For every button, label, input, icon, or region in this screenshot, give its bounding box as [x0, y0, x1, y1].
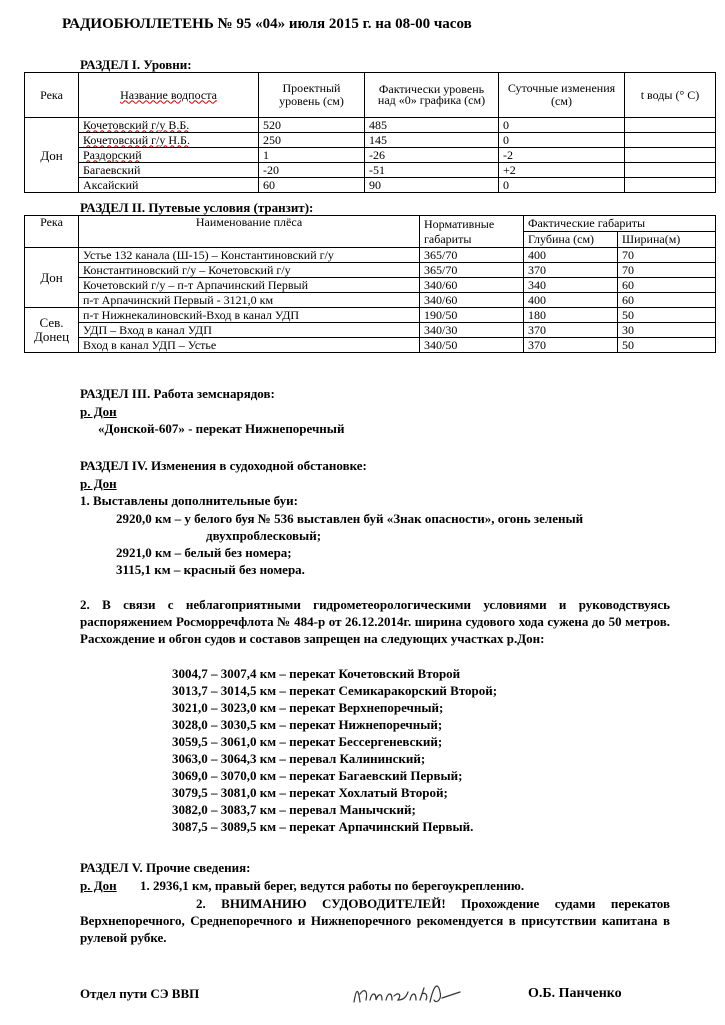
- restricted-stretch: 3079,5 – 3081,0 км – перекат Хохлатый Второй;: [172, 785, 448, 800]
- norm-cell: 340/50: [420, 338, 524, 353]
- section4-river: р. Дон: [80, 476, 117, 491]
- col-header-actual-dimensions: Фактические габариты: [524, 216, 716, 232]
- actual-cell: 485: [365, 118, 499, 133]
- section5-item2: 2. ВНИМАНИЮ СУДОВОДИТЕЛЕЙ! Прохождение судами перекатов Верхнепоречного, Среднепоречного и Нижнепоречного рекомендуется в присутствии капитана в рулевой рубке.: [80, 896, 670, 945]
- actual-cell: -51: [365, 163, 499, 178]
- table-row: [25, 248, 716, 263]
- design-cell: 250: [259, 133, 365, 148]
- change-cell: -2: [499, 148, 625, 163]
- depth-cell: 370: [524, 323, 618, 338]
- width-cell: 60: [618, 278, 716, 293]
- stretch-cell: п-т Нижнекалиновский-Вход в канал УДП: [79, 308, 420, 323]
- temp-cell: [625, 148, 716, 163]
- col-header-width: Ширина(м): [618, 232, 716, 248]
- depth-cell: 400: [524, 248, 618, 263]
- stretch-cell: Кочетовский г/у – п-т Арпачинский Первый: [79, 278, 420, 293]
- table-row: [25, 133, 716, 148]
- width-cell: 50: [618, 338, 716, 353]
- post-cell: Кочетовский г/у В.Б.: [79, 118, 259, 133]
- table-row: [25, 163, 716, 178]
- width-cell: 50: [618, 308, 716, 323]
- depth-cell: 400: [524, 293, 618, 308]
- table-row: [25, 118, 716, 133]
- width-cell: 30: [618, 323, 716, 338]
- col-header-normative: Нормативные габариты: [420, 216, 524, 248]
- width-cell: 60: [618, 293, 716, 308]
- restricted-stretch: 3087,5 – 3089,5 км – перекат Арпачинский Первый.: [172, 819, 474, 834]
- signatory-name: О.Б. Панченко: [528, 986, 622, 1001]
- norm-cell: 340/60: [420, 278, 524, 293]
- depth-cell: 370: [524, 338, 618, 353]
- buoy-line: 2920,0 км – у белого буя № 536 выставлен буй «Знак опасности», огонь зеленый: [116, 511, 584, 526]
- design-cell: -20: [259, 163, 365, 178]
- section4-item2-text: 2. В связи с неблагоприятными гидрометеорологическими условиями и руководствуясь распоряжением Росморречфлота № 484-р от 26.12.2014г. ширина судового хода сужена до 50 метров. Расхождение и обгон судов и составов запрещен на следующих участках р.Дон:: [80, 597, 670, 646]
- section3-dredger: «Донской-607» - перекат Нижнепоречный: [98, 421, 345, 436]
- transit-table: [24, 215, 716, 353]
- section2-heading: РАЗДЕЛ II. Путевые условия (транзит):: [80, 200, 314, 215]
- section3-heading: РАЗДЕЛ III. Работа земснарядов:: [80, 386, 275, 401]
- restricted-stretch: 3063,0 – 3064,3 км – перевал Калининский;: [172, 751, 426, 766]
- width-cell: 70: [618, 263, 716, 278]
- col-header-river: Река: [25, 216, 79, 248]
- temp-cell: [625, 178, 716, 193]
- section5-item1: 1. 2936,1 км, правый берег, ведутся работы по берегоукреплению.: [140, 878, 525, 893]
- restricted-stretch: 3028,0 – 3030,5 км – перекат Нижнепоречный;: [172, 717, 443, 732]
- table-row: [25, 278, 716, 293]
- restricted-stretch: 3059,5 – 3061,0 км – перекат Бессергеневский;: [172, 734, 443, 749]
- table-row: [25, 148, 716, 163]
- norm-cell: 365/70: [420, 248, 524, 263]
- change-cell: +2: [499, 163, 625, 178]
- river-cell: Дон: [25, 248, 79, 308]
- table-row: [25, 323, 716, 338]
- col-header-stretch: Наименование плёса: [79, 216, 420, 248]
- post-cell: Кочетовский г/у Н.Б.: [79, 133, 259, 148]
- post-cell: Аксайский: [79, 178, 259, 193]
- table-row: [25, 263, 716, 278]
- change-cell: 0: [499, 133, 625, 148]
- change-cell: 0: [499, 178, 625, 193]
- post-cell: Багаевский: [79, 163, 259, 178]
- actual-cell: 90: [365, 178, 499, 193]
- department-label: Отдел пути СЭ ВВП: [80, 986, 200, 1001]
- table-row: [25, 293, 716, 308]
- design-cell: 60: [259, 178, 365, 193]
- norm-cell: 190/50: [420, 308, 524, 323]
- post-cell: Раздорский: [79, 148, 259, 163]
- design-cell: 1: [259, 148, 365, 163]
- col-header-post: Название водпоста: [79, 73, 259, 118]
- col-header-design-level: Проектный уровень (см): [259, 73, 365, 118]
- restricted-stretch: 3069,0 – 3070,0 км – перекат Багаевский Первый;: [172, 768, 463, 783]
- river-cell: Сев. Донец: [25, 308, 79, 353]
- buoy-line: 3115,1 км – красный без номера.: [116, 562, 305, 577]
- design-cell: 520: [259, 118, 365, 133]
- section5-river: р. Дон: [80, 878, 117, 893]
- stretch-cell: Вход в канал УДП – Устье: [79, 338, 420, 353]
- restricted-stretch: 3013,7 – 3014,5 км – перекат Семикаракорский Второй;: [172, 683, 498, 698]
- restricted-stretch: 3082,0 – 3083,7 км – перевал Манычский;: [172, 802, 416, 817]
- col-header-daily-change: Суточные изменения (см): [499, 73, 625, 118]
- stretch-cell: п-т Арпачинский Первый - 3121,0 км: [79, 293, 420, 308]
- stretch-cell: УДП – Вход в канал УДП: [79, 323, 420, 338]
- temp-cell: [625, 118, 716, 133]
- section4-item1-title: 1. Выставлены дополнительные буи:: [80, 493, 298, 508]
- norm-cell: 365/70: [420, 263, 524, 278]
- table-row: [25, 178, 716, 193]
- col-header-actual-level: Фактически уровень над «0» графика (см): [365, 73, 499, 118]
- section4-heading: РАЗДЕЛ IV. Изменения в судоходной обстановке:: [80, 458, 367, 473]
- norm-cell: 340/60: [420, 293, 524, 308]
- col-header-depth: Глубина (см): [524, 232, 618, 248]
- col-header-water-temp: t воды (° С): [625, 73, 716, 118]
- norm-cell: 340/30: [420, 323, 524, 338]
- bulletin-title: РАДИОБЮЛЛЕТЕНЬ № 95 «04» июля 2015 г. на 08-00 часов: [62, 16, 472, 32]
- restricted-stretch: 3021,0 – 3023,0 км – перекат Верхнепоречный;: [172, 700, 444, 715]
- section1-heading: РАЗДЕЛ I. Уровни:: [80, 57, 192, 72]
- table-row: [25, 338, 716, 353]
- section5-heading: РАЗДЕЛ V. Прочие сведения:: [80, 860, 251, 875]
- buoy-line: двухпроблесковый;: [206, 528, 322, 543]
- section3-river: р. Дон: [80, 404, 117, 419]
- width-cell: 70: [618, 248, 716, 263]
- levels-table: [24, 72, 716, 193]
- stretch-cell: Устье 132 канала (Ш-15) – Константиновский г/у: [79, 248, 420, 263]
- col-header-river: Река: [25, 73, 79, 118]
- actual-cell: 145: [365, 133, 499, 148]
- buoy-line: 2921,0 км – белый без номера;: [116, 545, 292, 560]
- signature-scribble: [350, 978, 465, 1008]
- actual-cell: -26: [365, 148, 499, 163]
- change-cell: 0: [499, 118, 625, 133]
- stretch-cell: Константиновский г/у – Кочетовский г/у: [79, 263, 420, 278]
- temp-cell: [625, 133, 716, 148]
- river-cell: Дон: [25, 118, 79, 193]
- restricted-stretch: 3004,7 – 3007,4 км – перекат Кочетовский Второй: [172, 666, 461, 681]
- depth-cell: 340: [524, 278, 618, 293]
- table-row: [25, 308, 716, 323]
- depth-cell: 370: [524, 263, 618, 278]
- temp-cell: [625, 163, 716, 178]
- depth-cell: 180: [524, 308, 618, 323]
- handwritten-signature: [350, 978, 465, 1008]
